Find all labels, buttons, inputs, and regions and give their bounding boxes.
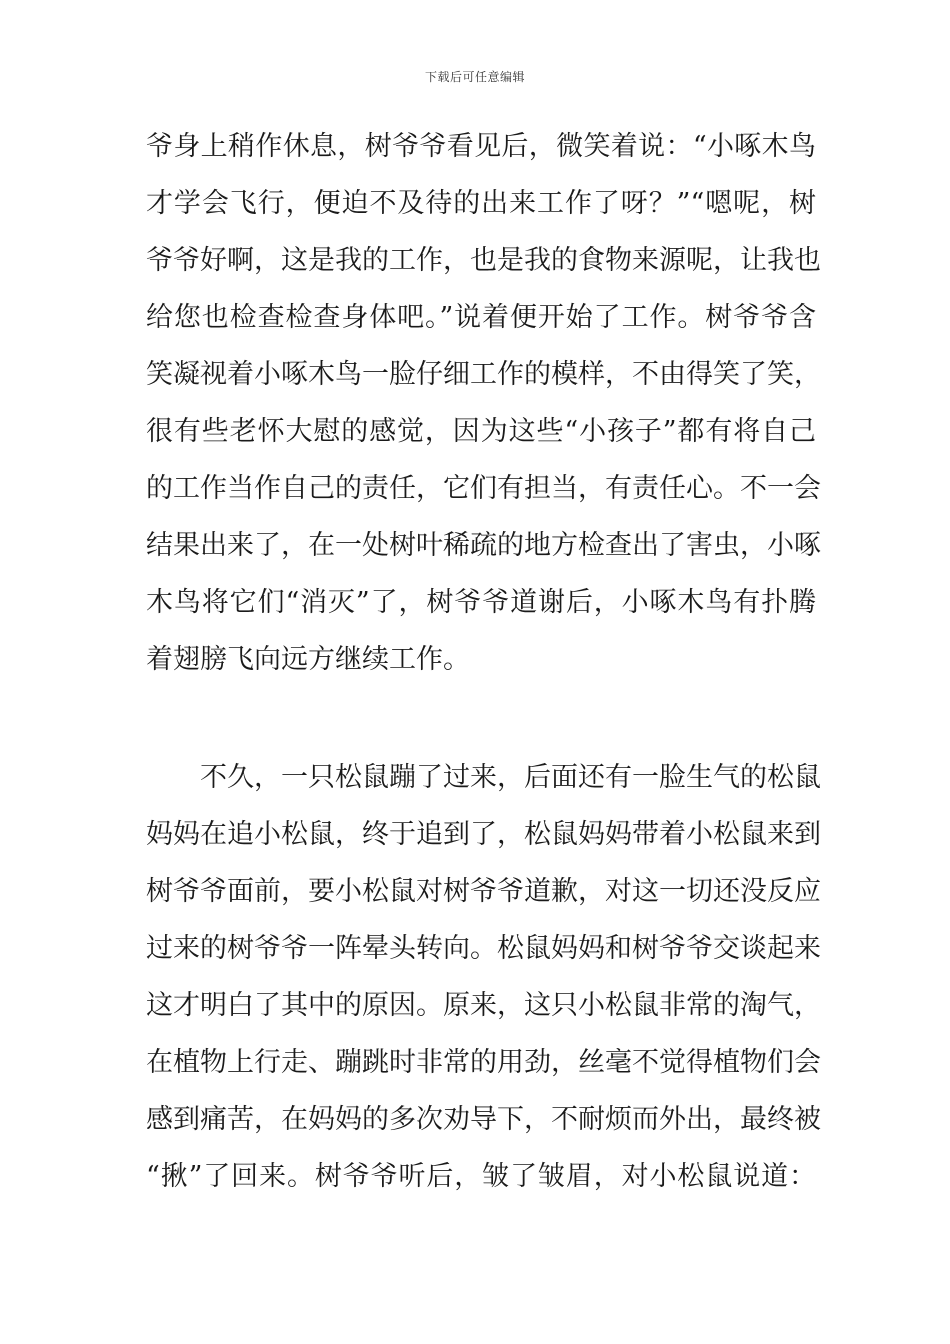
text-line: 给您也检查检查身体吧。”说着便开始了工作。树爷爷含 <box>146 302 816 333</box>
paragraph-1 <box>146 118 821 688</box>
text-line: 木鸟将它们“消灭”了，树爷爷道谢后，小啄木鸟有扑腾 <box>146 587 816 618</box>
text-line: 这才明白了其中的原因。原来，这只小松鼠非常的淘气， <box>146 990 821 1021</box>
text-line: “揪”了回来。树爷爷听后，皱了皱眉，对小松鼠说道： <box>146 1161 816 1192</box>
text-line: 感到痛苦，在妈妈的多次劝导下，不耐烦而外出，最终被 <box>146 1104 821 1135</box>
text-line: 树爷爷面前，要小松鼠对树爷爷道歉，对这一切还没反应 <box>146 876 821 907</box>
text-line: 笑凝视着小啄木鸟一脸仔细工作的模样，不由得笑了笑， <box>146 359 821 390</box>
text-line: 过来的树爷爷一阵晕头转向。松鼠妈妈和树爷爷交谈起来 <box>146 933 821 964</box>
page-header: 下载后可任意编辑 <box>424 70 525 84</box>
text-line: 结果出来了，在一处树叶稀疏的地方检查出了害虫，小啄 <box>146 530 821 561</box>
text-line: 爷爷好啊，这是我的工作，也是我的食物来源呢，让我也 <box>146 245 821 276</box>
text-line: 着翅膀飞向远方继续工作。 <box>146 644 470 675</box>
text-line: 在植物上行走、蹦跳时非常的用劲，丝毫不觉得植物们会 <box>146 1047 821 1078</box>
text-line: 不久，一只松鼠蹦了过来，后面还有一脸生气的松鼠 <box>146 762 821 793</box>
paragraph-2 <box>146 749 821 1205</box>
text-line: 才学会飞行，便迫不及待的出来工作了呀？”“嗯呢，树 <box>146 188 816 219</box>
text-line: 妈妈在追小松鼠，终于追到了，松鼠妈妈带着小松鼠来到 <box>146 819 821 850</box>
text-line: 的工作当作自己的责任，它们有担当，有责任心。不一会 <box>146 473 821 504</box>
text-line: 爷身上稍作休息，树爷爷看见后，微笑着说：“小啄木鸟 <box>146 131 816 162</box>
text-line: 很有些老怀大慰的感觉，因为这些“小孩子”都有将自己 <box>146 416 816 447</box>
